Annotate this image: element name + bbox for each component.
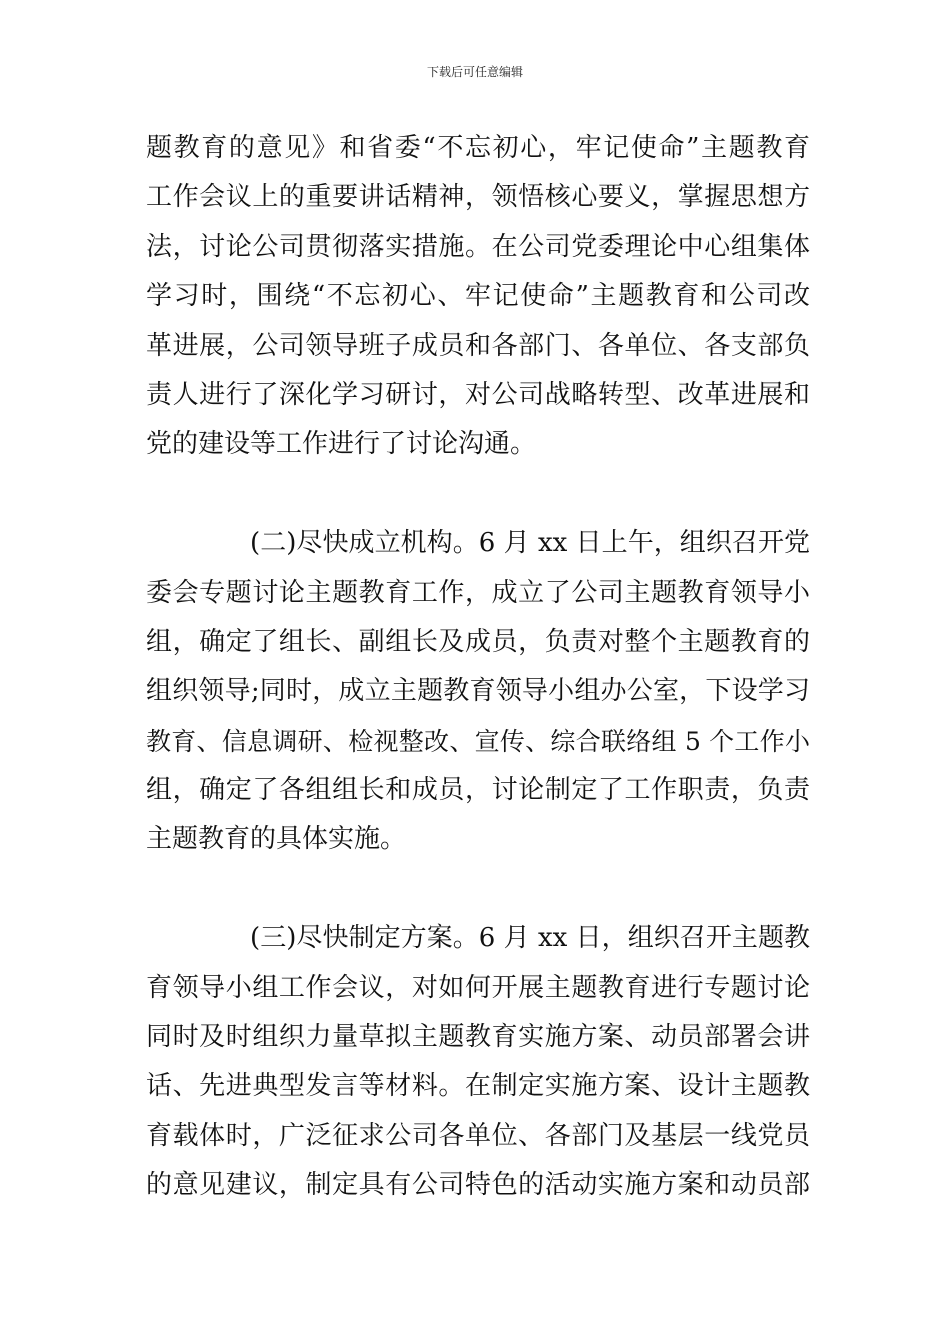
text-line: 育领导小组工作会议，对如何开展主题教育进行专题讨论 bbox=[146, 972, 810, 1003]
page-header-note: 下载后可任意编辑 bbox=[426, 65, 523, 79]
text-line: 责人进行了深化学习研讨，对公司战略转型、改革进展和 bbox=[146, 379, 810, 410]
text-line: (二)尽快成立机构。6 月 xx 日上午，组织召开党 bbox=[250, 528, 810, 559]
text-line: 组，确定了组长、副组长及成员，负责对整个主题教育的 bbox=[146, 626, 810, 657]
text-line: 的意见建议，制定具有公司特色的活动实施方案和动员部 bbox=[146, 1170, 810, 1201]
paragraph-spacer bbox=[146, 470, 810, 519]
text-line: 工作会议上的重要讲话精神，领悟核心要义，掌握思想方 bbox=[146, 182, 810, 213]
text-line: 党的建设等工作进行了讨论沟通。 bbox=[146, 429, 537, 460]
text-line: 主题教育的具体实施。 bbox=[146, 824, 407, 855]
text-line: 法，讨论公司贯彻落实措施。在公司党委理论中心组集体 bbox=[146, 231, 810, 262]
text-line: 教育、信息调研、检视整改、宣传、综合联络组 5 个工作小 bbox=[146, 726, 810, 756]
text-line: 题教育的意见》和省委“不忘初心，牢记使命”主题教育 bbox=[146, 133, 810, 163]
text-line: 革进展，公司领导班子成员和各部门、各单位、各支部负 bbox=[146, 330, 810, 361]
paragraph-formulate-plan bbox=[146, 914, 810, 1210]
text-line: 组，确定了各组组长和成员，讨论制定了工作职责，负责 bbox=[146, 775, 810, 806]
text-line: 话、先进典型发言等材料。在制定实施方案、设计主题教 bbox=[146, 1071, 810, 1102]
text-line: 育载体时，广泛征求公司各单位、各部门及基层一线党员 bbox=[146, 1120, 810, 1151]
text-line: 委会专题讨论主题教育工作，成立了公司主题教育领导小 bbox=[146, 577, 810, 608]
text-line: 学习时，围绕“不忘初心、牢记使命”主题教育和公司改 bbox=[146, 281, 810, 312]
text-line: 组织领导;同时，成立主题教育领导小组办公室，下设学习 bbox=[146, 676, 810, 707]
text-line: 同时及时组织力量草拟主题教育实施方案、动员部署会讲 bbox=[146, 1022, 810, 1053]
document-body bbox=[146, 124, 810, 1211]
text-line: (三)尽快制定方案。6 月 xx 日，组织召开主题教 bbox=[250, 923, 810, 954]
paragraph-spacer bbox=[146, 865, 810, 914]
paragraph-study bbox=[146, 124, 810, 470]
paragraph-establish-organization bbox=[146, 519, 810, 865]
